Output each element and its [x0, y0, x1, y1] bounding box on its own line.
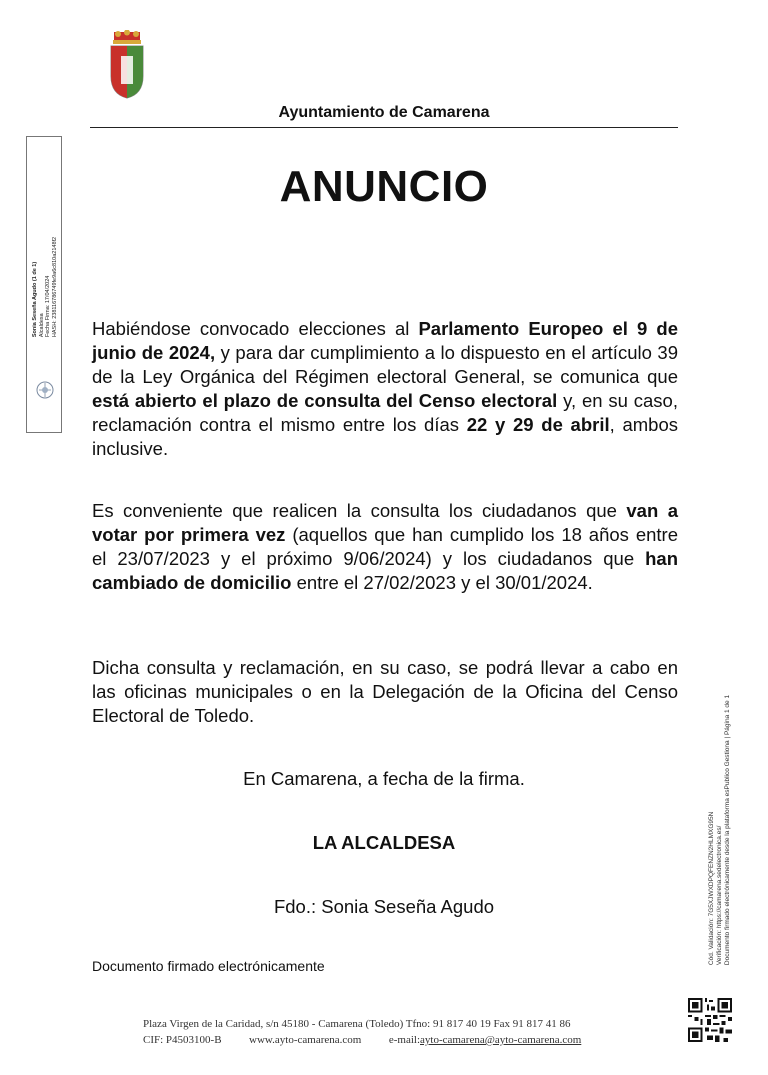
header-organization: Ayuntamiento de Camarena: [278, 104, 490, 121]
signer-name: Fdo.: Sonia Seseña Agudo: [273, 896, 495, 917]
footer-address-line: Plaza Virgen de la Caridad, s/n 45180 - Camarena (Toledo) Tfno: 91 817 40 19 Fax 91 817 41 86: [143, 1018, 571, 1030]
footer-address: Plaza Virgen de la Caridad, s/n 45180 - Camarena (Toledo) Tfno: 91 817 40 19 Fax 91 817 41 86 CIF: P4503100-B www.ayto-camarena.com e-mail:ayto-camarena@ayto-camarena.com: [143, 1018, 582, 1046]
signer-role: LA ALCALDESA: [312, 832, 456, 853]
stamp-text: Sonia Seseña Agudo (1 de 1) Alcaldesa Fecha Firma: 17/04/2024 HASH: 238116786749fe9a6c810a2148f2: [32, 236, 58, 338]
paragraph-recommendation: Es conveniente que realicen la consulta los ciudadanos que van a votar por primera vez (aquellos que han cumplido los 18 años entre el 23/07/2023 y el próximo 9/06/2024) y los ciudadanos que han cambiado de domicilio entre el 27/02/2023 y el 30/01/2024.: [92, 500, 678, 593]
paragraph-convocation: Habiéndose convocado elecciones al Parlamento Europeo el 9 de junio de 2024, y para dar cumplimiento a lo dispuesto en el artículo 39 de la Ley Orgánica del Régimen electoral General, se comunica que está abierto el plazo de consulta del Censo electoral y, en su caso, reclamación contra el mismo entre los días 22 y 29 de abril, ambos inclusive.: [92, 318, 678, 459]
footer-website-link[interactable]: www.ayto-camarena.com: [249, 1034, 362, 1046]
verification-text: Cód. Validación: 7G5XJWXDPQFENZN2HLMXG95N Verificación: https://camarena.sedelectronica.es/ Documento firmado electrónicamente desde la plataforma esPublico Gestiona | Página 1 de 1: [708, 694, 731, 966]
place-and-date: En Camarena, a fecha de la firma.: [243, 768, 525, 789]
municipal-crest-logo: [104, 30, 150, 100]
electronic-signature-note: Documento firmado electrónicamente: [92, 958, 325, 974]
footer-cif: CIF: P4503100-B: [143, 1034, 222, 1046]
page-title: ANUNCIO: [279, 162, 489, 211]
header-divider: [90, 127, 678, 128]
signature-stamp: [26, 136, 62, 433]
paragraph-location: Dicha consulta y reclamación, en su caso, se podrá llevar a cabo en las oficinas municipales o en la Delegación de la Oficina del Censo Electoral de Toledo.: [92, 657, 678, 726]
qr-code-icon: [688, 998, 732, 1042]
signature-seal-icon: [35, 377, 55, 403]
footer-email-link[interactable]: ayto-camarena@ayto-camarena.com: [420, 1034, 582, 1046]
